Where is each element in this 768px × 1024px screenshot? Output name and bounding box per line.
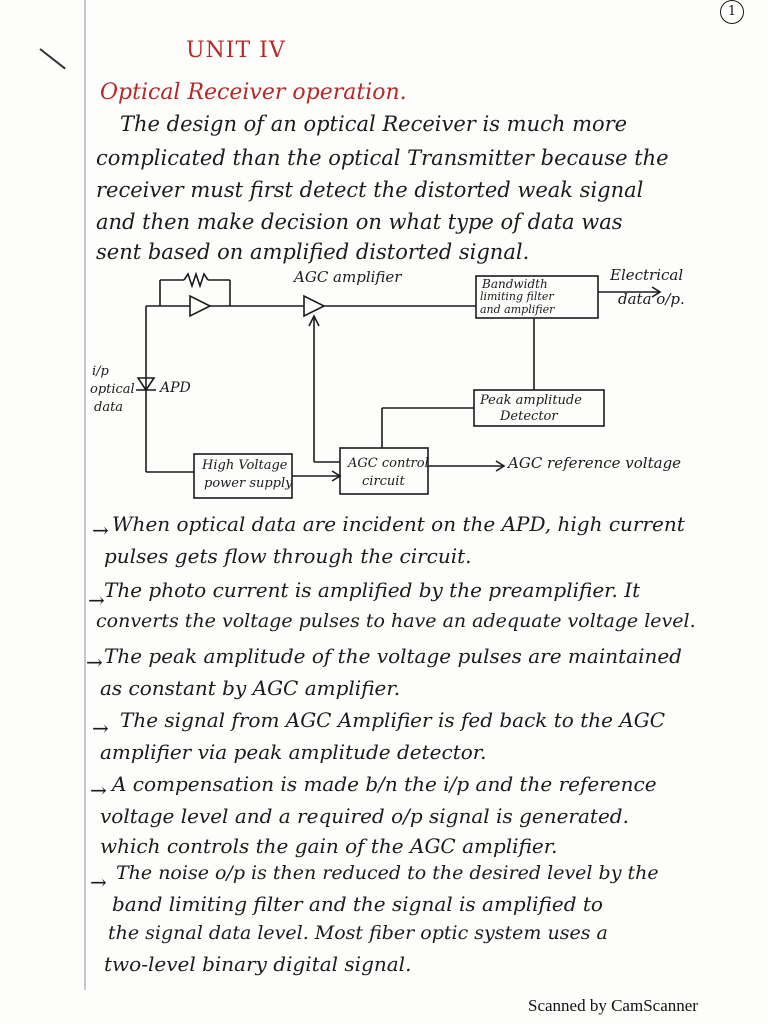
output-label: data o/p. <box>618 290 685 308</box>
unit-title: UNIT IV <box>186 38 286 63</box>
input-label: optical <box>90 382 135 397</box>
bullet-line: converts the voltage pulses to have an adequate voltage level. <box>96 610 696 632</box>
page-number: 1 <box>720 0 744 24</box>
bandwidth-filter-label: Bandwidth <box>482 277 548 291</box>
bullet-line: which controls the gain of the AGC amplifier. <box>100 834 558 858</box>
bullet-marker: → <box>90 870 107 894</box>
bandwidth-filter-label: and amplifier <box>480 303 555 316</box>
agc-control-label: circuit <box>362 474 405 489</box>
bullet-line: The noise o/p is then reduced to the desired level by the <box>116 862 659 884</box>
output-label: Electrical <box>610 266 684 284</box>
intro-line: The design of an optical Receiver is much more <box>120 112 628 136</box>
bullet-line: pulses gets flow through the circuit. <box>104 544 472 568</box>
bullet-line: as constant by AGC amplifier. <box>100 676 401 700</box>
bullet-line: band limiting filter and the signal is amplified to <box>112 892 603 916</box>
input-label: i/p <box>92 364 109 379</box>
bullet-marker: → <box>86 650 103 674</box>
bandwidth-filter-label: limiting filter <box>480 290 554 303</box>
bullet-line: the signal data level. Most fiber optic system uses a <box>108 922 608 944</box>
input-label: data <box>94 400 124 415</box>
agc-amplifier-symbol <box>304 296 324 316</box>
hv-supply-label: High Voltage <box>202 458 288 473</box>
bullet-line: two-level binary digital signal. <box>104 952 412 976</box>
bullet-marker: → <box>90 778 107 802</box>
bullet-line: voltage level and a required o/p signal is generated. <box>100 804 629 828</box>
corner-pen-mark <box>39 48 65 69</box>
preamplifier-symbol <box>190 296 210 316</box>
bullet-marker: → <box>88 588 105 612</box>
agc-control-label: AGC control <box>348 456 429 471</box>
intro-line: complicated than the optical Transmitter because the <box>96 146 669 170</box>
bullet-marker: → <box>92 716 109 740</box>
bullet-line: The peak amplitude of the voltage pulses are maintained <box>104 644 682 668</box>
margin-line <box>84 0 86 990</box>
intro-line: receiver must first detect the distorted weak signal <box>96 178 644 202</box>
hv-supply-label: power supply <box>204 476 293 491</box>
bullet-line: The signal from AGC Amplifier is fed back to the AGC <box>120 708 666 732</box>
bullet-line: amplifier via peak amplitude detector. <box>100 740 487 764</box>
feedback-resistor-symbol <box>184 274 208 286</box>
scanner-watermark: Scanned by CamScanner <box>528 996 698 1015</box>
apd-label: APD <box>160 380 191 396</box>
section-heading: Optical Receiver operation. <box>100 80 407 105</box>
bullet-marker: → <box>92 518 109 542</box>
peak-detector-label: Detector <box>500 409 558 424</box>
intro-line: and then make decision on what type of data was <box>96 210 623 234</box>
reference-voltage-label: AGC reference voltage <box>508 454 682 472</box>
bullet-line: When optical data are incident on the APD, high current <box>112 512 685 536</box>
intro-line: sent based on amplified distorted signal. <box>96 240 530 264</box>
peak-detector-label: Peak amplitude <box>480 393 582 408</box>
bullet-line: The photo current is amplified by the preamplifier. It <box>104 578 641 602</box>
bullet-line: A compensation is made b/n the i/p and the reference <box>112 772 657 796</box>
agc-amplifier-label: AGC amplifier <box>294 268 402 286</box>
